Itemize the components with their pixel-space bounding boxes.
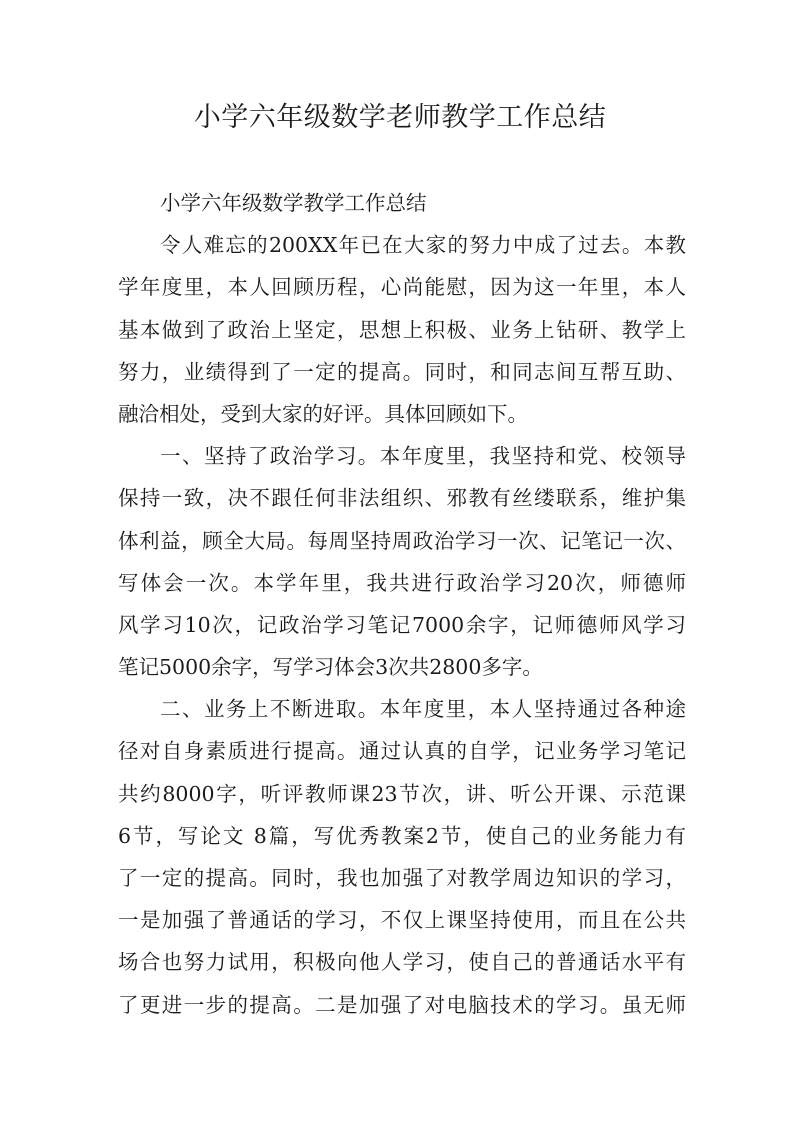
text-line: 一是加强了普通话的学习，不仅上课坚持使用，而且在公共 — [118, 908, 686, 933]
text-line: 笔记5000余字，写学习体会3次共2800多字。 — [118, 655, 543, 680]
text-line: 共约8000字，听评教师课23节次，讲、听公开课、示范课 — [118, 781, 686, 806]
text-line: 学年度里，本人回顾历程，心尚能慰，因为这一年里，本人 — [118, 275, 686, 300]
text-line: 写体会一次。本学年里，我共进行政治学习20次，师德师 — [118, 570, 686, 595]
text-line: 径对自身素质进行提高。通过认真的自学，记业务学习笔记 — [118, 739, 686, 764]
text-line: 一、坚持了政治学习。本年度里，我坚持和党、校领导 — [160, 444, 686, 469]
text-line: 融洽相处，受到大家的好评。具体回顾如下。 — [118, 401, 528, 426]
text-line: 努力，业绩得到了一定的提高。同时，和同志间互帮互助、 — [118, 359, 686, 384]
text-line: 小学六年级数学教学工作总结 — [160, 191, 427, 215]
document-title: 小学六年级数学老师教学工作总结 — [193, 102, 607, 133]
text-line: 场合也努力试用，积极向他人学习，使自己的普通话水平有 — [118, 950, 686, 975]
text-line: 了一定的提高。同时，我也加强了对教学周边知识的学习， — [118, 866, 686, 890]
text-line: 基本做到了政治上坚定，思想上积极、业务上钻研、教学上 — [118, 317, 686, 342]
text-line: 风学习10次，记政治学习笔记7000余字，记师德师风学习 — [118, 612, 686, 637]
text-line: 了更进一步的提高。二是加强了对电脑技术的学习。虽无师 — [118, 992, 686, 1017]
text-line: 体利益，顾全大局。每周坚持周政治学习一次、记笔记一次、 — [118, 528, 686, 553]
text-line: 保持一致，决不跟任何非法组织、邪教有丝缕联系，维护集 — [118, 486, 686, 511]
text-line: 二、业务上不断进取。本年度里，本人坚持通过各种途 — [160, 697, 686, 722]
text-line: 令人难忘的200XX年已在大家的努力中成了过去。本教 — [160, 233, 686, 258]
document-body — [118, 182, 686, 1026]
text-line: 6节，写论文 8篇，写优秀教案2节，使自己的业务能力有 — [118, 823, 686, 848]
